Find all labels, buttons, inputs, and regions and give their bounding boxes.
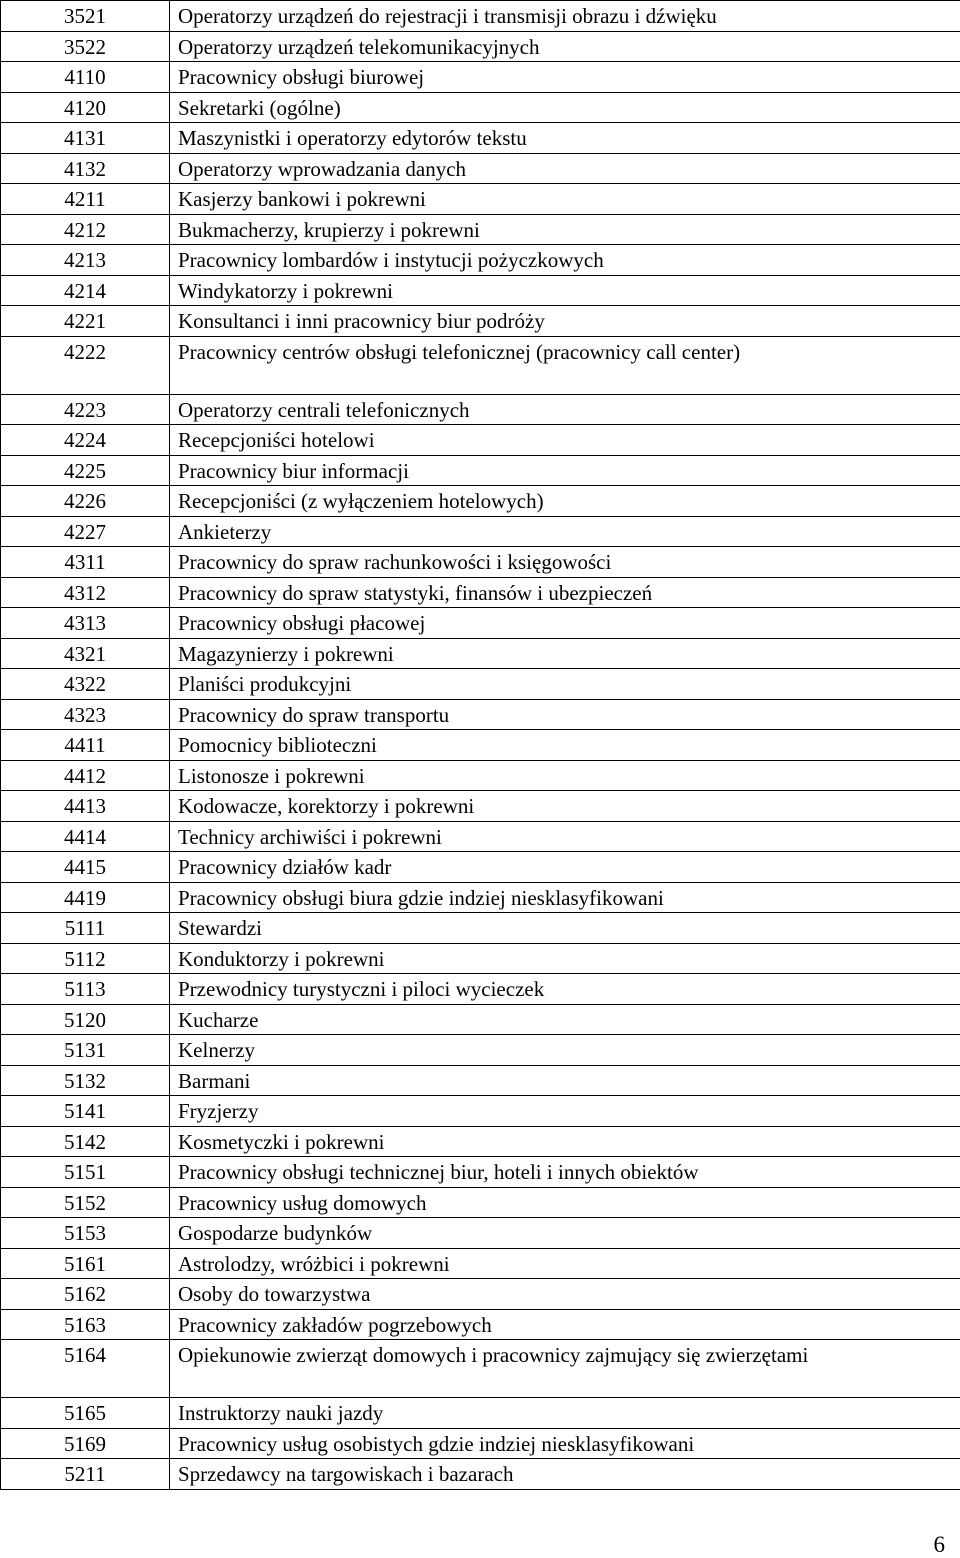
table-row — [1, 821, 960, 852]
occupation-name-cell: Recepcjoniści hotelowi — [170, 425, 960, 456]
occupation-code-cell: 4110 — [1, 62, 170, 93]
occupation-codes-table-body — [1, 1, 960, 1490]
occupation-name-cell: Sprzedawcy na targowiskach i bazarach — [170, 1459, 960, 1490]
occupation-code-cell: 4321 — [1, 638, 170, 669]
occupation-code-cell: 4312 — [1, 577, 170, 608]
occupation-code-cell: 5152 — [1, 1187, 170, 1218]
occupation-name-cell: Operatorzy urządzeń telekomunikacyjnych — [170, 31, 960, 62]
occupation-code-cell: 5211 — [1, 1459, 170, 1490]
occupation-code-cell: 3521 — [1, 1, 170, 32]
table-row — [1, 1279, 960, 1310]
table-row — [1, 547, 960, 578]
occupation-code-cell: 4313 — [1, 608, 170, 639]
occupation-code-cell: 5164 — [1, 1340, 170, 1398]
table-row — [1, 1035, 960, 1066]
table-row — [1, 336, 960, 394]
table-row — [1, 1157, 960, 1188]
table-row — [1, 455, 960, 486]
occupation-name-cell: Pracownicy obsługi biurowej — [170, 62, 960, 93]
occupation-code-cell: 5111 — [1, 913, 170, 944]
occupation-name-cell: Kosmetyczki i pokrewni — [170, 1126, 960, 1157]
table-row — [1, 1218, 960, 1249]
table-row — [1, 699, 960, 730]
table-row — [1, 275, 960, 306]
occupation-code-cell: 5142 — [1, 1126, 170, 1157]
occupation-name-cell: Pracownicy obsługi technicznej biur, hoteli i innych obiektów — [170, 1157, 960, 1188]
occupation-name-cell: Windykatorzy i pokrewni — [170, 275, 960, 306]
table-row — [1, 1187, 960, 1218]
occupation-code-cell: 5163 — [1, 1309, 170, 1340]
table-row — [1, 974, 960, 1005]
occupation-name-cell: Operatorzy urządzeń do rejestracji i transmisji obrazu i dźwięku — [170, 1, 960, 32]
occupation-name-cell: Pracownicy usług osobistych gdzie indziej niesklasyfikowani — [170, 1428, 960, 1459]
occupation-code-cell: 5161 — [1, 1248, 170, 1279]
occupation-name-cell: Pracownicy usług domowych — [170, 1187, 960, 1218]
occupation-code-cell: 5132 — [1, 1065, 170, 1096]
occupation-name-cell: Pracownicy obsługi biura gdzie indziej niesklasyfikowani — [170, 882, 960, 913]
occupation-code-cell: 4222 — [1, 336, 170, 394]
occupation-name-cell: Opiekunowie zwierząt domowych i pracownicy zajmujący się zwierzętami — [170, 1340, 960, 1398]
table-row — [1, 1248, 960, 1279]
occupation-name-cell: Pracownicy obsługi płacowej — [170, 608, 960, 639]
occupation-code-cell: 5131 — [1, 1035, 170, 1066]
occupation-name-cell: Przewodnicy turystyczni i piloci wycieczek — [170, 974, 960, 1005]
occupation-name-cell: Pracownicy biur informacji — [170, 455, 960, 486]
occupation-code-cell: 5120 — [1, 1004, 170, 1035]
table-row — [1, 123, 960, 154]
table-row — [1, 245, 960, 276]
occupation-code-cell: 4322 — [1, 669, 170, 700]
table-row — [1, 92, 960, 123]
occupation-name-cell: Operatorzy centrali telefonicznych — [170, 394, 960, 425]
occupation-code-cell: 4323 — [1, 699, 170, 730]
occupation-code-cell: 4211 — [1, 184, 170, 215]
occupation-code-cell: 4227 — [1, 516, 170, 547]
occupation-name-cell: Maszynistki i operatorzy edytorów tekstu — [170, 123, 960, 154]
occupation-name-cell: Kodowacze, korektorzy i pokrewni — [170, 791, 960, 822]
occupation-code-cell: 4212 — [1, 214, 170, 245]
occupation-code-cell: 4131 — [1, 123, 170, 154]
occupation-code-cell: 4223 — [1, 394, 170, 425]
occupation-name-cell: Ankieterzy — [170, 516, 960, 547]
occupation-name-cell: Planiści produkcyjni — [170, 669, 960, 700]
occupation-code-cell: 4412 — [1, 760, 170, 791]
occupation-name-cell: Pracownicy lombardów i instytucji pożyczkowych — [170, 245, 960, 276]
occupation-name-cell: Pracownicy do spraw transportu — [170, 699, 960, 730]
occupation-name-cell: Osoby do towarzystwa — [170, 1279, 960, 1310]
occupation-name-cell: Pracownicy działów kadr — [170, 852, 960, 883]
occupation-name-cell: Sekretarki (ogólne) — [170, 92, 960, 123]
occupation-code-cell: 5165 — [1, 1398, 170, 1429]
occupation-code-cell: 4413 — [1, 791, 170, 822]
occupation-name-cell: Astrolodzy, wróżbici i pokrewni — [170, 1248, 960, 1279]
occupation-code-cell: 5113 — [1, 974, 170, 1005]
table-row — [1, 1096, 960, 1127]
table-row — [1, 425, 960, 456]
table-row — [1, 638, 960, 669]
table-row — [1, 306, 960, 337]
occupation-name-cell: Bukmacherzy, krupierzy i pokrewni — [170, 214, 960, 245]
occupation-name-cell: Instruktorzy nauki jazdy — [170, 1398, 960, 1429]
occupation-name-cell: Konsultanci i inni pracownicy biur podróży — [170, 306, 960, 337]
table-row — [1, 62, 960, 93]
occupation-code-cell: 4415 — [1, 852, 170, 883]
table-row — [1, 1398, 960, 1429]
occupation-name-cell: Listonosze i pokrewni — [170, 760, 960, 791]
occupation-name-cell: Technicy archiwiści i pokrewni — [170, 821, 960, 852]
table-row — [1, 1309, 960, 1340]
occupation-name-cell: Gospodarze budynków — [170, 1218, 960, 1249]
occupation-code-cell: 4221 — [1, 306, 170, 337]
occupation-name-cell: Kasjerzy bankowi i pokrewni — [170, 184, 960, 215]
occupation-name-cell: Pracownicy do spraw statystyki, finansów i ubezpieczeń — [170, 577, 960, 608]
table-row — [1, 1065, 960, 1096]
occupation-code-cell: 4225 — [1, 455, 170, 486]
occupation-code-cell: 4214 — [1, 275, 170, 306]
occupation-code-cell: 5153 — [1, 1218, 170, 1249]
table-row — [1, 1004, 960, 1035]
occupation-code-cell: 5169 — [1, 1428, 170, 1459]
occupation-name-cell: Pracownicy zakładów pogrzebowych — [170, 1309, 960, 1340]
occupation-name-cell: Kucharze — [170, 1004, 960, 1035]
occupation-code-cell: 4213 — [1, 245, 170, 276]
occupation-name-cell: Kelnerzy — [170, 1035, 960, 1066]
occupation-code-cell: 4311 — [1, 547, 170, 578]
table-row — [1, 943, 960, 974]
occupation-code-cell: 5162 — [1, 1279, 170, 1310]
table-row — [1, 184, 960, 215]
table-row — [1, 608, 960, 639]
occupation-code-cell: 4419 — [1, 882, 170, 913]
table-row — [1, 394, 960, 425]
table-row — [1, 1126, 960, 1157]
table-row — [1, 1340, 960, 1398]
occupation-name-cell: Fryzjerzy — [170, 1096, 960, 1127]
occupation-code-cell: 4414 — [1, 821, 170, 852]
table-row — [1, 913, 960, 944]
occupation-code-cell: 4224 — [1, 425, 170, 456]
occupation-code-cell: 4132 — [1, 153, 170, 184]
occupation-name-cell: Pomocnicy biblioteczni — [170, 730, 960, 761]
occupation-code-cell: 3522 — [1, 31, 170, 62]
table-row — [1, 760, 960, 791]
occupation-code-cell: 5112 — [1, 943, 170, 974]
table-row — [1, 1, 960, 32]
table-row — [1, 791, 960, 822]
table-row — [1, 214, 960, 245]
table-row — [1, 1459, 960, 1490]
table-row — [1, 516, 960, 547]
occupation-code-cell: 5151 — [1, 1157, 170, 1188]
occupation-code-cell: 5141 — [1, 1096, 170, 1127]
occupation-name-cell: Recepcjoniści (z wyłączeniem hotelowych) — [170, 486, 960, 517]
occupation-code-cell: 4411 — [1, 730, 170, 761]
occupation-name-cell: Pracownicy centrów obsługi telefonicznej (pracownicy call center) — [170, 336, 960, 394]
occupation-name-cell: Magazynierzy i pokrewni — [170, 638, 960, 669]
table-row — [1, 730, 960, 761]
occupation-code-cell: 4120 — [1, 92, 170, 123]
occupation-name-cell: Barmani — [170, 1065, 960, 1096]
table-row — [1, 882, 960, 913]
occupation-name-cell: Pracownicy do spraw rachunkowości i księgowości — [170, 547, 960, 578]
table-row — [1, 669, 960, 700]
occupation-code-cell: 4226 — [1, 486, 170, 517]
table-row — [1, 31, 960, 62]
table-row — [1, 577, 960, 608]
occupation-name-cell: Konduktorzy i pokrewni — [170, 943, 960, 974]
occupation-name-cell: Operatorzy wprowadzania danych — [170, 153, 960, 184]
table-row — [1, 1428, 960, 1459]
page-number: 6 — [933, 1532, 945, 1557]
occupation-name-cell: Stewardzi — [170, 913, 960, 944]
table-row — [1, 486, 960, 517]
table-row — [1, 852, 960, 883]
table-row — [1, 153, 960, 184]
